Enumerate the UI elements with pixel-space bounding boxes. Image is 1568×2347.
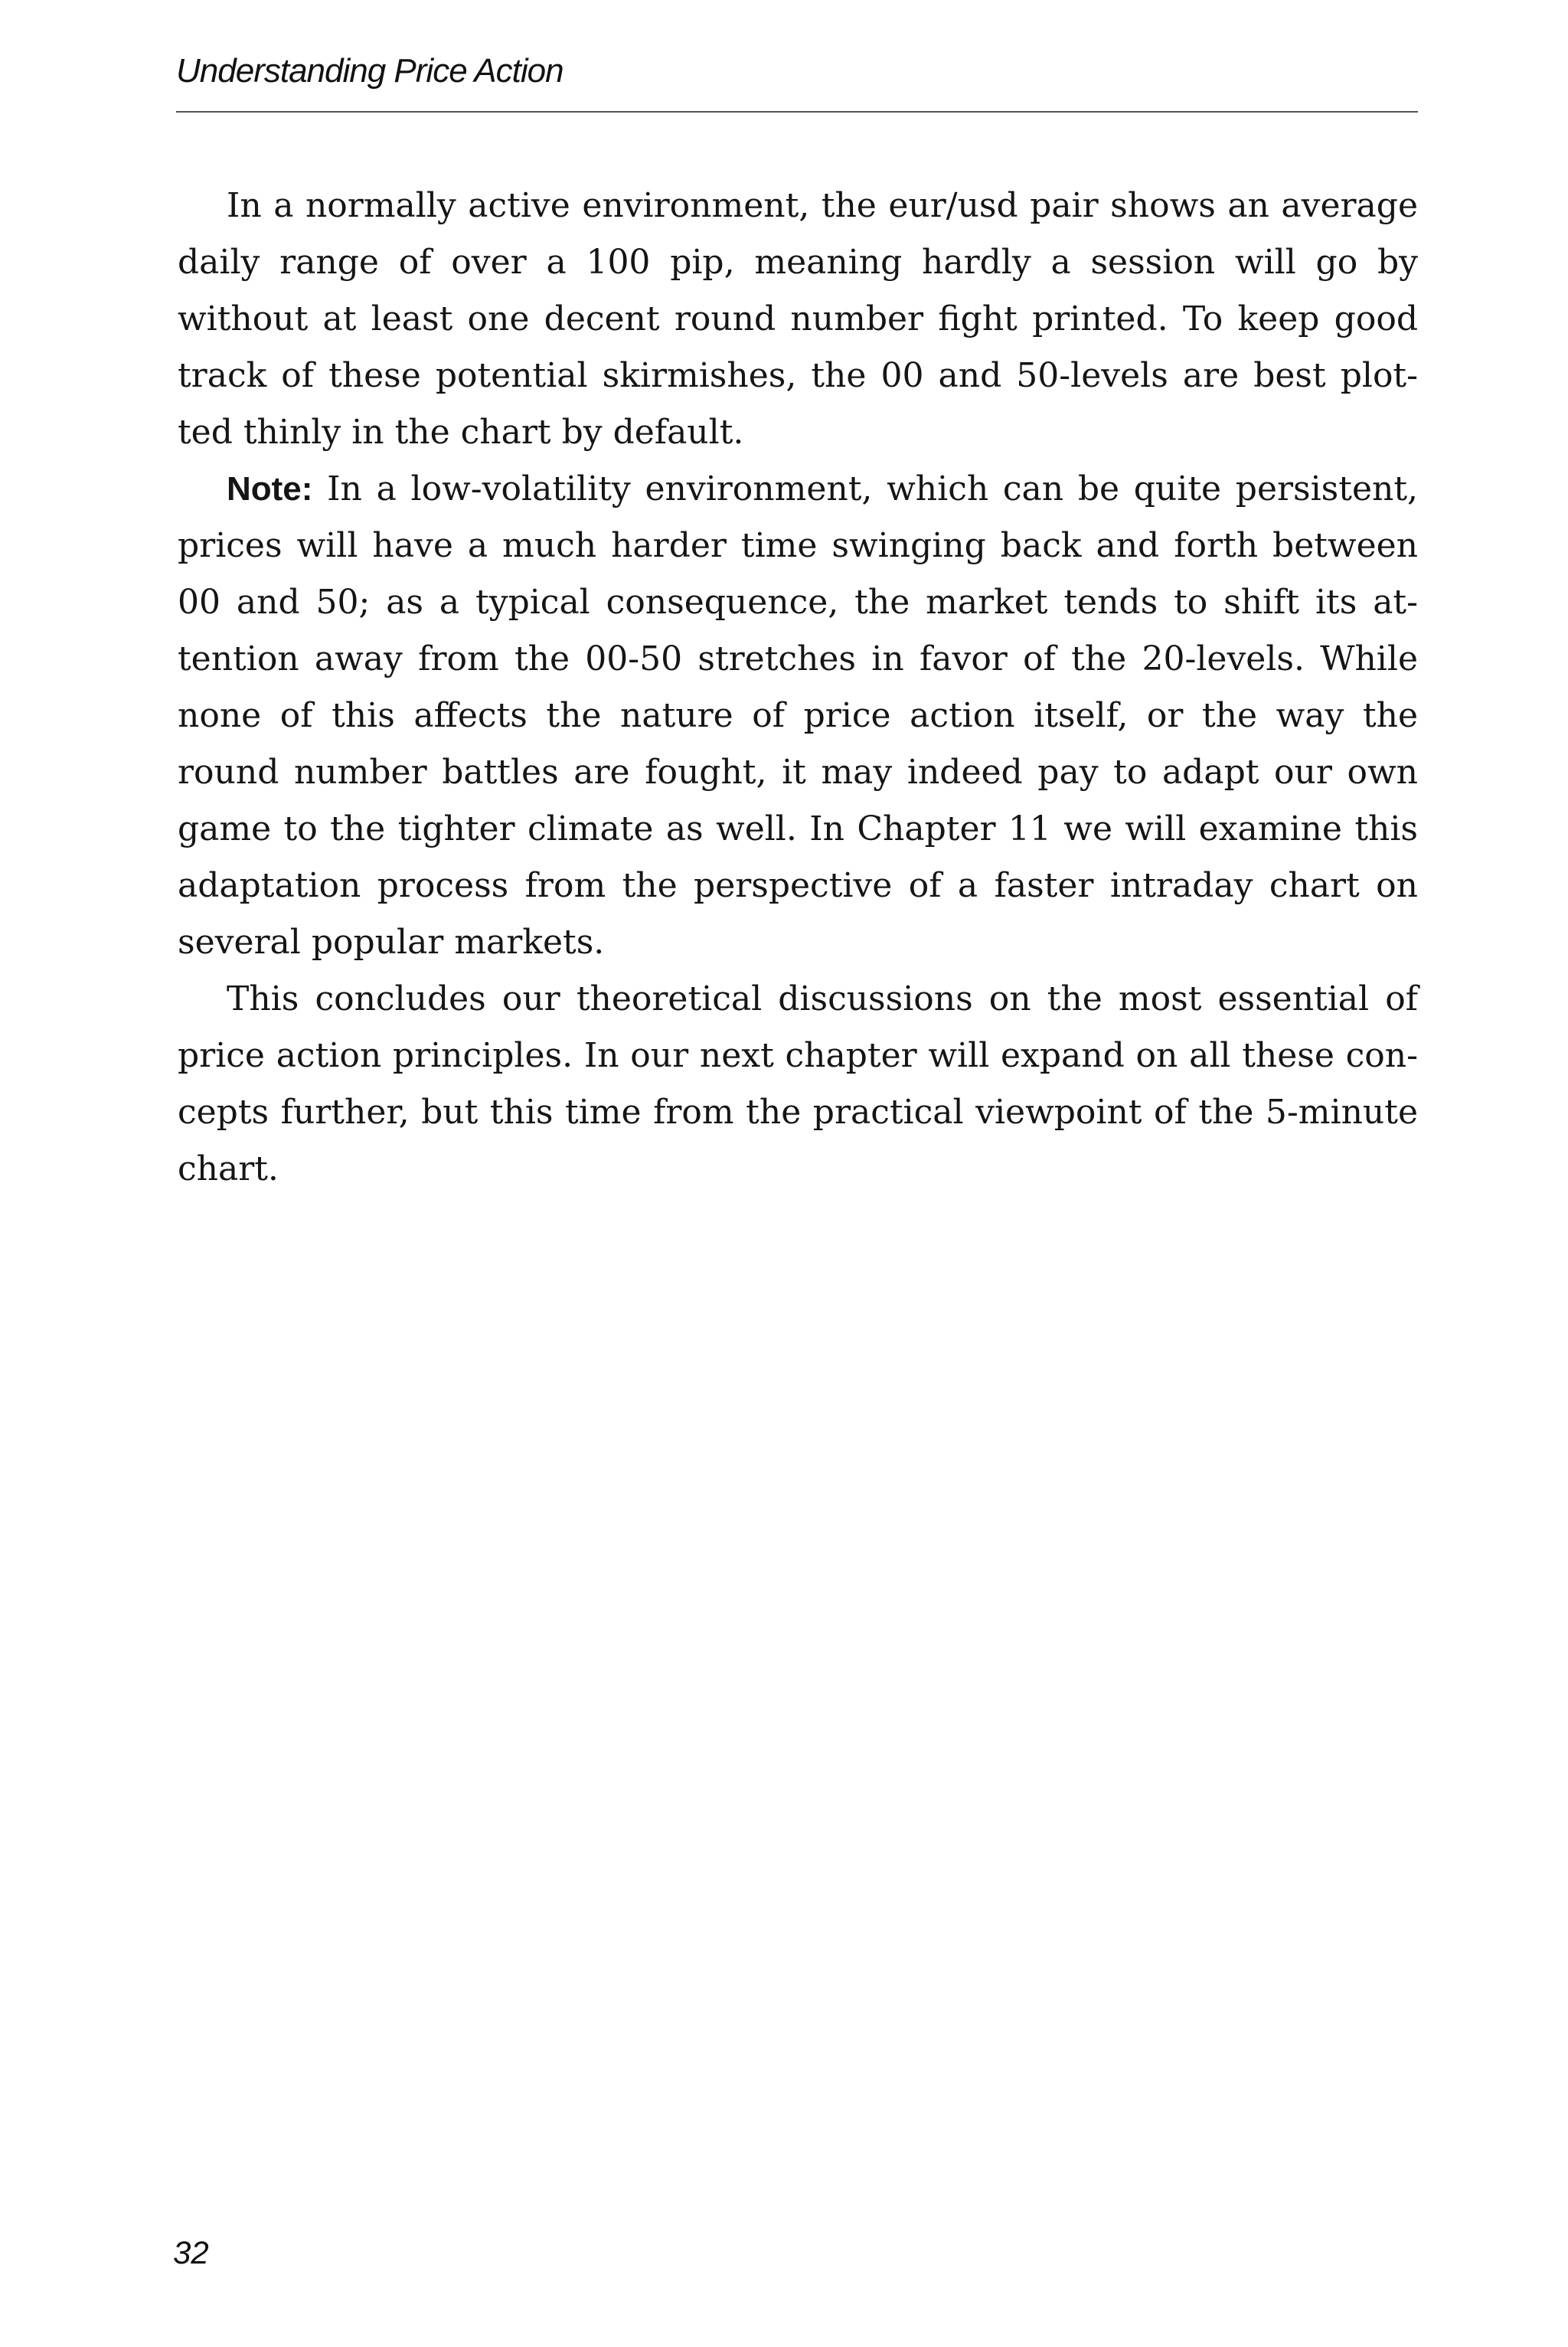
page-body bbox=[178, 178, 1418, 1198]
paragraph-conclusion: This concludes our theoretical discussions on the most essential of price action principles. In our next chapter will expand on all these concepts further, but this time from the practical viewpoint of the 5-minute chart. bbox=[178, 979, 1418, 1188]
header-divider bbox=[176, 111, 1418, 113]
paragraph-round-number-levels: In a normally active environment, the eur/usd pair shows an average daily range of over a 100 pip, meaning hardly a session will go by without at least one decent round number fight printed. To keep good track of these potential skirmishes, the 00 and 50-levels are best plotted thinly in the chart by default. bbox=[178, 186, 1418, 452]
note-text: In a low-volatility environment, which can be quite persistent, prices will have a much harder time swinging back and forth between 00 and 50; as a typical consequence, the market tends to shift its attention away from the 00-50 stretches in favor of the 20-levels. While none of this affects the nature of price action itself, or the way the round number battles are fought, it may indeed pay to adapt our own game to the tighter climate as well. In Chapter 11 we will examine this adaptation process from the perspective of a faster intraday chart on several popular markets. bbox=[178, 469, 1418, 962]
note-label: Note: bbox=[227, 470, 313, 508]
page-number: 32 bbox=[173, 2234, 209, 2270]
paragraph-note-low-volatility bbox=[178, 461, 1418, 971]
running-header: Understanding Price Action bbox=[176, 52, 564, 90]
